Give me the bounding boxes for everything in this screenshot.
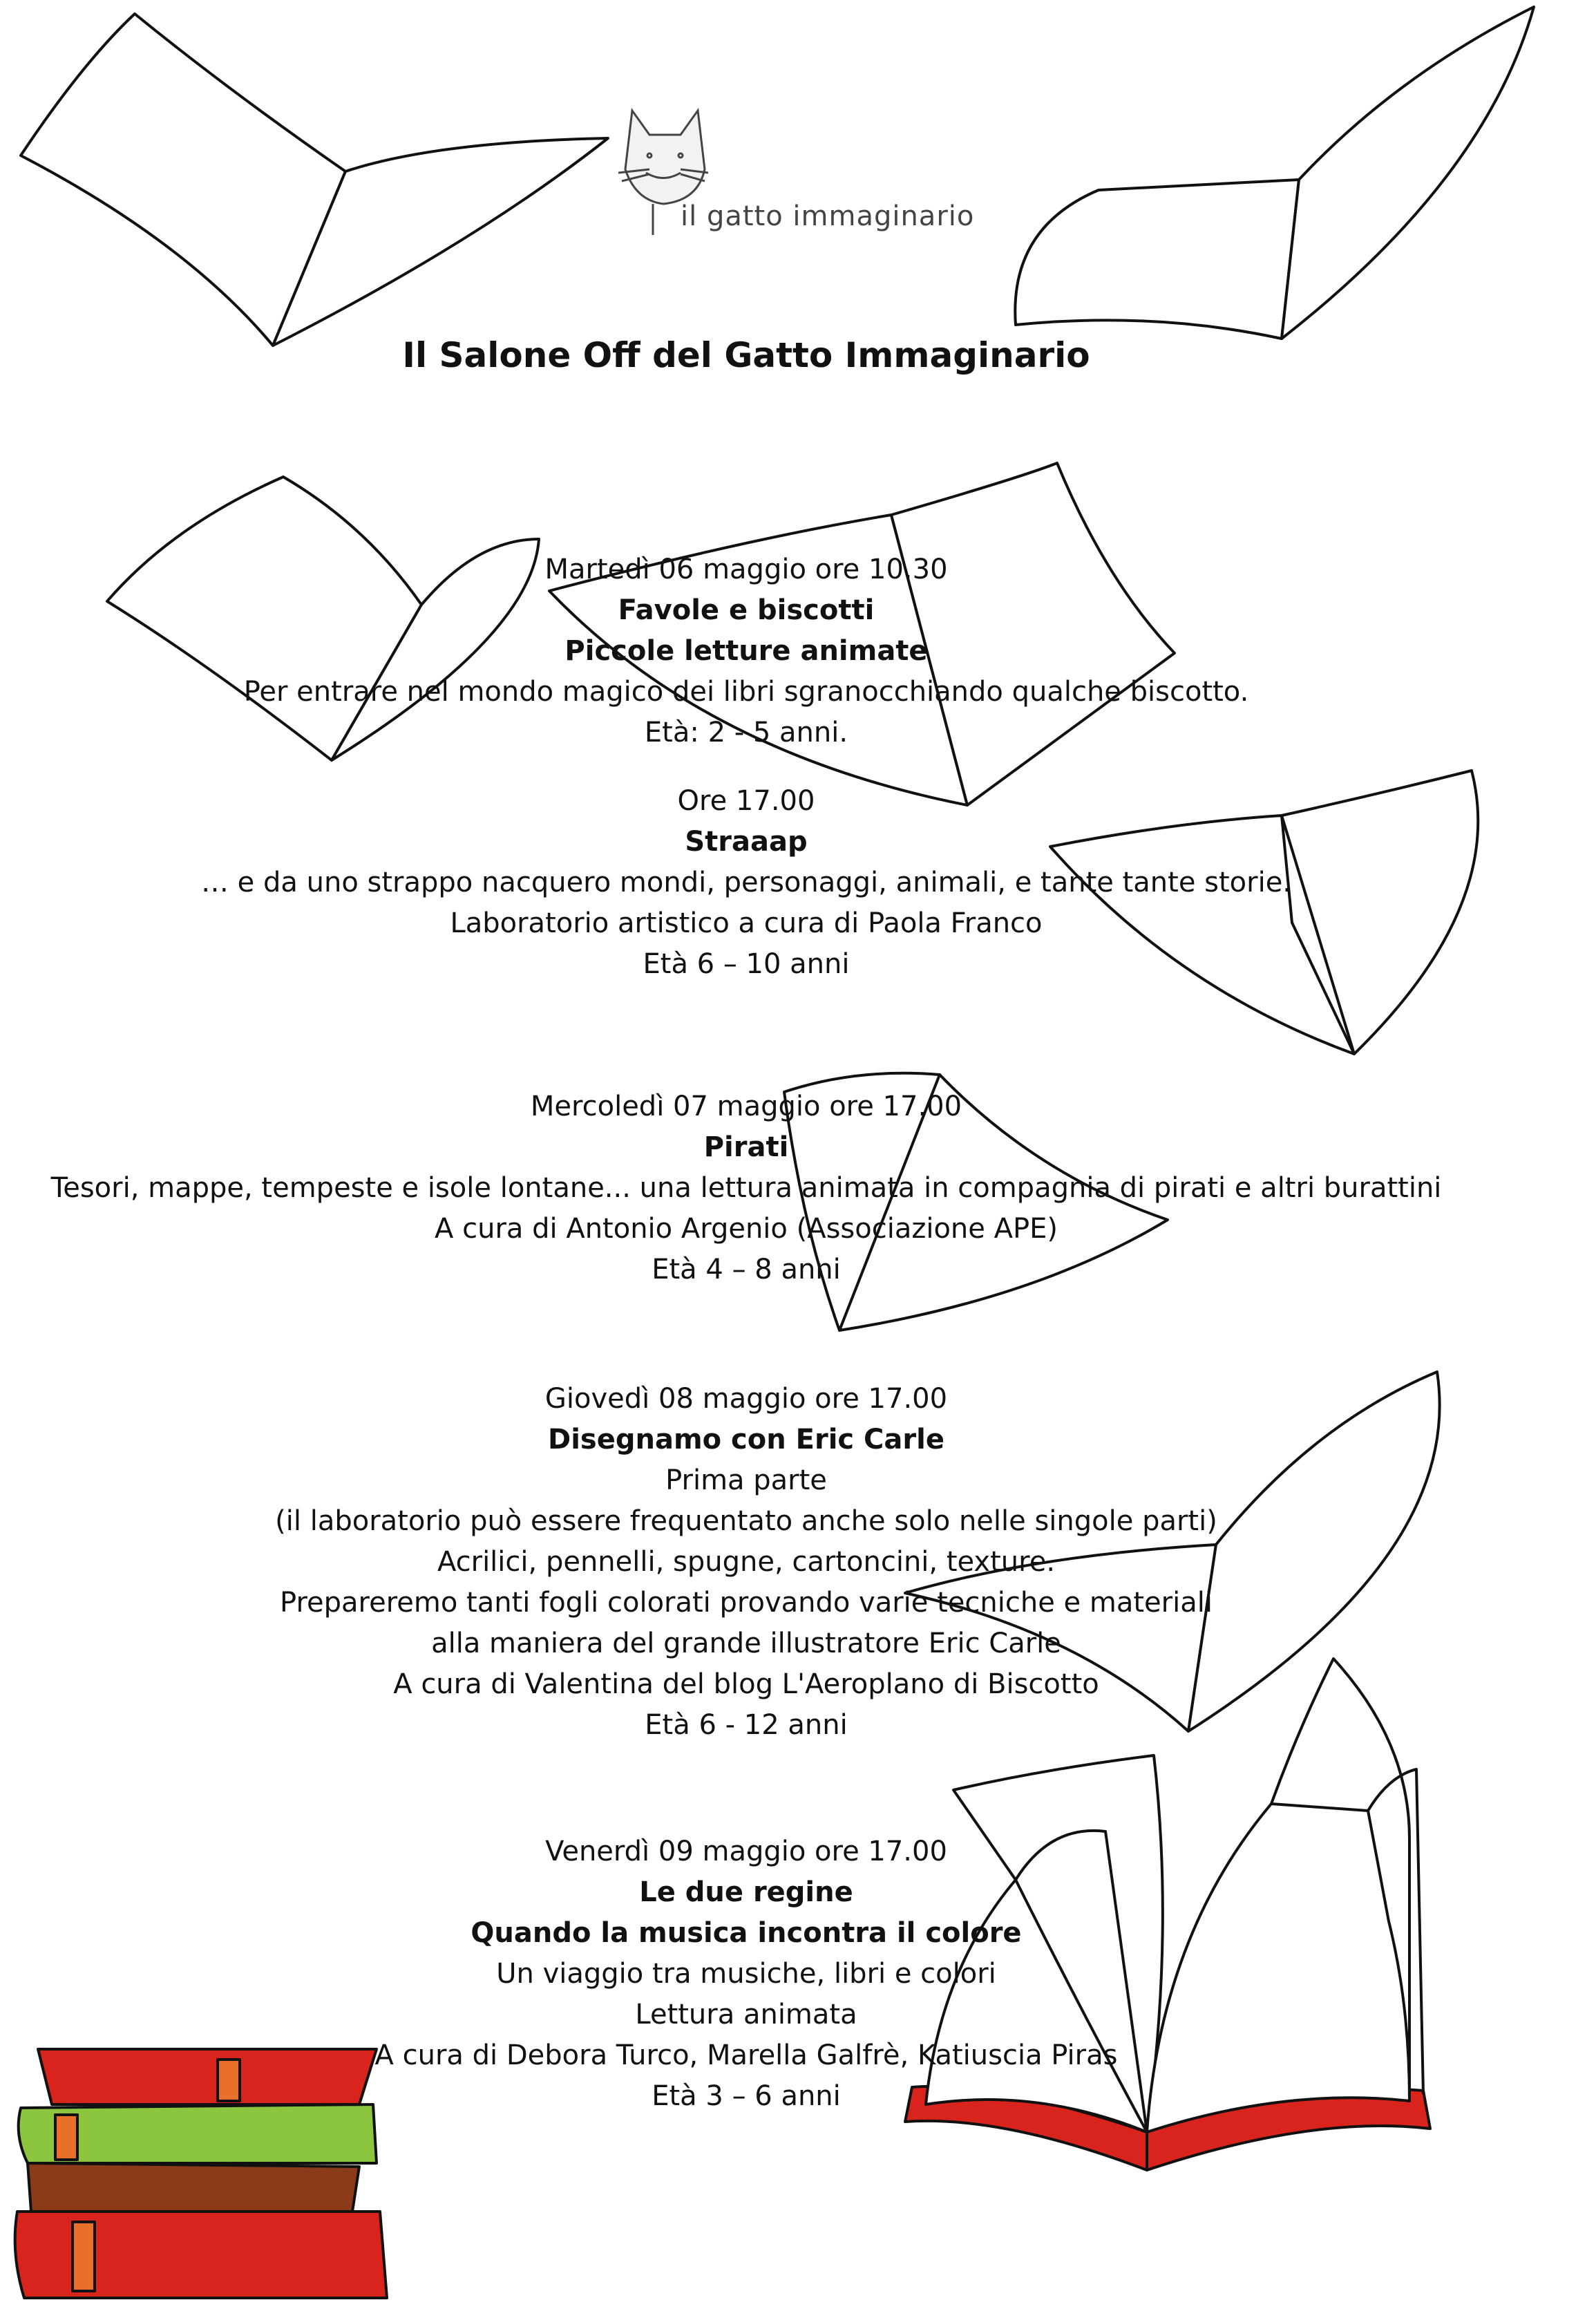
event-date: Giovedì 08 maggio ore 17.00 <box>544 1383 948 1415</box>
event-materials: Acrilici, pennelli, spugne, cartoncini, texture. <box>437 1546 1056 1578</box>
event-credit: A cura di Debora Turco, Marella Galfrè, Katiuscia Piras <box>374 2039 1118 2071</box>
event-credit: A cura di Antonio Argenio (Associazione APE) <box>435 1213 1058 1245</box>
event-type: Lettura animata <box>635 1999 857 2030</box>
event-title: Pirati <box>703 1131 789 1163</box>
event-age: Età: 2 - 5 anni. <box>644 717 848 748</box>
event-date: Venerdì 09 maggio ore 17.00 <box>545 1836 947 1867</box>
event-description: Un viaggio tra musiche, libri e colori <box>496 1958 996 1990</box>
event-age: Età 6 – 10 anni <box>643 948 850 980</box>
event-description: Prepareremo tanti fogli colorati provando varie tecniche e materiali <box>280 1587 1213 1619</box>
event-credit: A cura di Valentina del blog L'Aeroplano di Biscotto <box>393 1668 1099 1700</box>
flying-book-illustration <box>21 14 608 346</box>
event-credit: Laboratorio artistico a cura di Paola Franco <box>450 907 1043 939</box>
event-subtitle: Piccole letture animate <box>564 635 928 667</box>
event-block <box>0 1379 1492 1746</box>
event-block <box>0 1086 1492 1290</box>
event-date: Martedì 06 maggio ore 10.30 <box>544 554 948 585</box>
event-block <box>0 1831 1492 2117</box>
event-block <box>0 549 1492 753</box>
flying-book-illustration <box>1015 7 1534 339</box>
logo-text: il gatto immaginario <box>681 200 975 232</box>
event-description: Per entrare nel mondo magico dei libri sgranocchiando qualche biscotto. <box>243 676 1249 708</box>
event-description: Tesori, mappe, tempeste e isole lontane... una lettura animata in compagnia di pirati e altri burattini <box>50 1172 1442 1204</box>
event-subtitle: Quando la musica incontra il colore <box>471 1917 1022 1949</box>
event-title: Straaap <box>685 826 808 858</box>
event-description: … e da uno strappo nacquero mondi, personaggi, animali, e tante tante storie. <box>200 867 1292 898</box>
event-note: (il laboratorio può essere frequentato anche solo nelle singole parti) <box>275 1505 1217 1537</box>
event-date: Mercoledì 07 maggio ore 17.00 <box>530 1091 962 1122</box>
event-block <box>0 781 1492 985</box>
event-age: Età 3 – 6 anni <box>652 2080 841 2112</box>
page-title: Il Salone Off del Gatto Immaginario <box>402 335 1090 375</box>
event-title: Le due regine <box>639 1876 853 1908</box>
event-part: Prima parte <box>665 1464 827 1496</box>
event-title: Favole e biscotti <box>618 594 875 626</box>
event-age: Età 6 - 12 anni <box>645 1709 848 1741</box>
event-date: Ore 17.00 <box>677 785 815 817</box>
event-age: Età 4 – 8 anni <box>652 1254 841 1285</box>
event-title: Disegnamo con Eric Carle <box>548 1424 944 1455</box>
event-description: alla maniera del grande illustratore Eric Carle <box>431 1628 1061 1659</box>
